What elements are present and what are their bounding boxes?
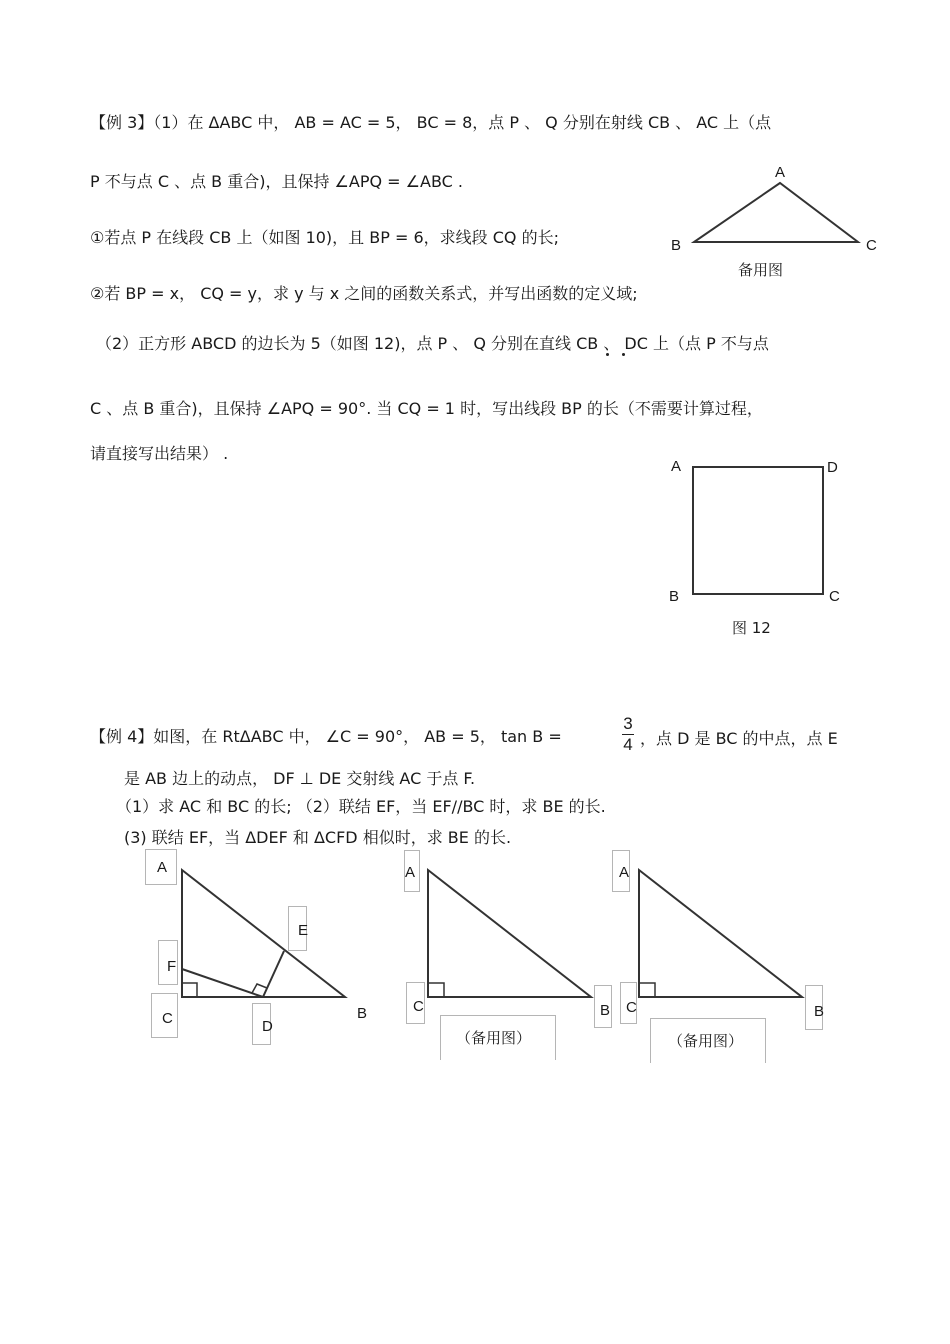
- right-angle-mark-c: [182, 983, 197, 997]
- fig1-point-f: F: [167, 958, 177, 975]
- triangle-vertex-a: A: [775, 164, 786, 181]
- square-caption: 图 12: [732, 619, 771, 637]
- ex3-line-5: （2）正方形 ABCD 的边长为 5（如图 12)，点 P 、 Q 分别在直线 CB 、 DC 上（点 P 不与点: [96, 334, 769, 353]
- tan-fraction: [621, 714, 635, 755]
- ex3-line-1: 【例 3】（1）在 ΔABC 中， AB = AC = 5， BC = 8，点 P 、 Q 分别在射线 CB 、 AC 上（点: [90, 113, 772, 132]
- right-triangle-spare-1-figure: [428, 870, 591, 997]
- right-angle-mark-c3: [639, 983, 655, 997]
- ex3-line-3: ①若点 P 在线段 CB 上（如图 10)，且 BP = 6，求线段 CQ 的长;: [90, 228, 559, 247]
- right-triangle-spare-2-figure: [639, 870, 802, 997]
- fig3-vertex-a: A: [619, 864, 630, 881]
- triangle-vertex-c: C: [866, 237, 877, 254]
- ex4-line-2: 是 AB 边上的动点， DF ⊥ DE 交射线 AC 于点 F.: [124, 769, 476, 788]
- fig1-vertex-a: A: [157, 859, 168, 876]
- square-vertex-c: C: [829, 588, 840, 605]
- square-vertex-d: D: [827, 459, 838, 476]
- square-abcd-figure: [693, 467, 823, 594]
- fig3-caption: （备用图）: [668, 1032, 744, 1050]
- ex4-line-1-tail: ，点 D 是 BC 的中点，点 E: [640, 729, 838, 748]
- fig2-vertex-b: B: [600, 1002, 611, 1019]
- ex3-line-6: C 、点 B 重合)，且保持 ∠APQ = 90°. 当 CQ = 1 时，写出线段 BP 的长（不需要计算过程，: [90, 399, 763, 418]
- fig1-vertex-c: C: [162, 1010, 173, 1027]
- isosceles-triangle-figure: [694, 183, 858, 242]
- ex3-line-7: 请直接写出结果） .: [90, 444, 229, 463]
- fig2-caption: （备用图）: [456, 1029, 532, 1047]
- fig2-vertex-c: C: [413, 998, 424, 1015]
- fig1-point-e: E: [298, 922, 309, 939]
- ex4-line-3: （1）求 AC 和 BC 的长; （2）联结 EF，当 EF//BC 时，求 BE 的长.: [116, 797, 606, 816]
- triangle-caption: 备用图: [738, 261, 784, 279]
- fig3-vertex-c: C: [626, 999, 637, 1016]
- square-vertex-a: A: [671, 458, 682, 475]
- ex3-line-4: ②若 BP = x， CQ = y，求 y 与 x 之间的函数关系式，并写出函数的定义域;: [90, 284, 638, 303]
- fig1-point-d: D: [262, 1018, 273, 1035]
- ex3-line-2: P 不与点 C 、点 B 重合)，且保持 ∠APQ = ∠ABC .: [90, 172, 463, 191]
- segment-de: [263, 951, 284, 997]
- fraction-numerator: 3: [623, 714, 633, 733]
- right-angle-mark-c2: [428, 983, 444, 997]
- ex4-line-4: (3) 联结 EF，当 ΔDEF 和 ΔCFD 相似时，求 BE 的长.: [124, 828, 512, 847]
- fraction-denominator: 4: [623, 735, 633, 754]
- triangle-vertex-b: B: [671, 237, 682, 254]
- fig1-vertex-b: B: [357, 1005, 368, 1022]
- ex4-line-1-lead: 【例 4】如图，在 RtΔABC 中， ∠C = 90°， AB = 5， tan B =: [90, 727, 562, 746]
- fig2-vertex-a: A: [405, 864, 416, 881]
- fig3-vertex-b: B: [814, 1003, 825, 1020]
- square-vertex-b: B: [669, 588, 680, 605]
